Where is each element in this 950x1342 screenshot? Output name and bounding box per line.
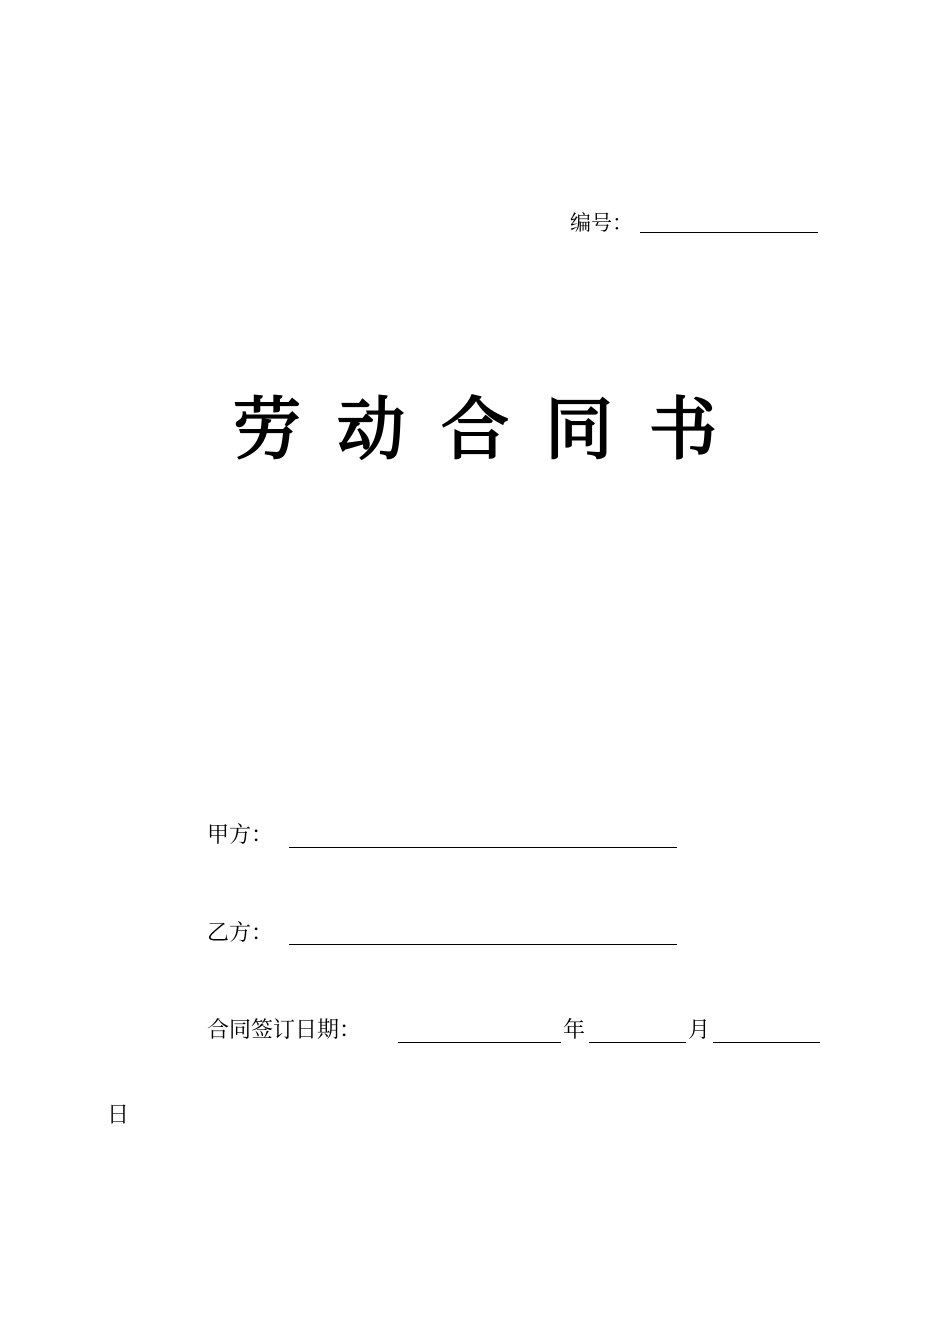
title-char-4: 同 (544, 390, 613, 470)
year-label: 年 (563, 1018, 586, 1043)
month-blank (589, 1042, 686, 1043)
title-char-1: 劳 (232, 390, 301, 470)
serial-number-label: 编号： (570, 211, 633, 235)
sign-date-label: 合同签订日期： (207, 1018, 362, 1043)
day-label: 日 (107, 1103, 130, 1128)
party-a-blank (289, 847, 677, 848)
party-b-blank (289, 944, 677, 945)
party-a-label: 甲方： (207, 823, 274, 848)
title-char-5: 书 (648, 390, 717, 470)
day-blank (713, 1042, 820, 1043)
party-b-label: 乙方： (207, 921, 274, 946)
title-char-3: 合 (440, 390, 509, 470)
month-label: 月 (688, 1018, 711, 1043)
serial-number-blank (640, 232, 818, 233)
year-blank (398, 1042, 561, 1043)
title-char-2: 动 (336, 390, 405, 470)
document-title (0, 385, 950, 475)
